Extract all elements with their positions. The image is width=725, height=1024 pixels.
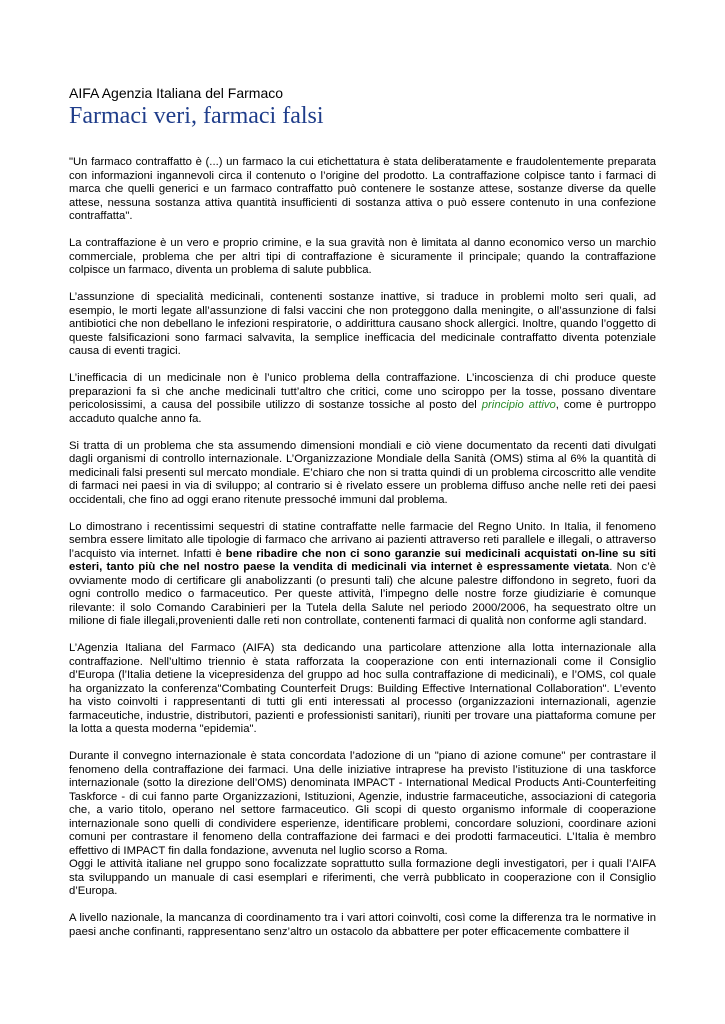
paragraph-text: L’inefficacia di un medicinale non è l’unico problema della contraffazione. L’incoscienza di chi produce queste preparazioni fa sì che anche medicinali tutt’altro che critici, come uno sciroppo per la tosse, possano diventare pericolosissimi, a causa del possibile utilizzo di sostanze tossiche al posto del [69,372,656,411]
paragraph-seizures [69,521,656,629]
paragraph-text: , come è purtroppo accaduto qualche anno fa. [69,399,656,425]
paragraph-text: . Non c’è ovviamente modo di certificare gli anabolizzanti (o presunti tali) che alcune palestre diffondono in segreto, fuori da ogni controllo medico o farmaceutico. Per queste attività, l’impegno delle nostre forze giudiziarie è comunque rilevante: il solo Comando Carabinieri per la Tutela della Salute nel periodo 2000/2006, ha sequestrato oltre un milione di fiale illegali,provenienti dalle reti non controllate, contenenti farmaci di qualità non conforme agli standard. [69,561,656,627]
paragraph-toxic-substances [69,372,656,426]
paragraph-text: Lo dimostrano i recentissimi sequestri di statine contraffatte nelle farmacie del Regno Unito. In Italia, il fenomeno sembra essere limitato alle tipologie di farmaco che arrivano ai pazienti attraverso reti parallele e illegali, o attraverso l’acquisto via internet. Infatti è [69,520,656,560]
paragraph-global-problem: Si tratta di un problema che sta assumendo dimensioni mondiali e ciò viene documentato da recenti dati divulgati dagli organismi di controllo internazionale. L’Organizzazione Mondiale della Sanità (OMS) stima al 6% la quantità di medicinali falsi presenti sul mercato mondiale. E’chiaro che non si tratta quindi di un problema circoscritto alle vendite di farmaci nei paesi in via di sviluppo; al contrario si è rivelato essere un problema diffuso anche nelle reti dei paesi occidentali, che fino ad oggi erano ritenute pressoché immuni dal problema. [69,439,656,506]
principio-attivo-link[interactable]: principio attivo [481,399,556,411]
paragraph-crime: La contraffazione è un vero e proprio crimine, e la sua gravità non è limitata al danno economico verso un marchio commerciale, problema che per altri tipi di contraffazione è sicuramente il principale; quando la contraffazione colpisce un farmaco, diventa un problema di salute pubblica. [69,237,656,276]
paragraph-aifa-cooperation: L’Agenzia Italiana del Farmaco (AIFA) sta dedicando una particolare attenzione alla lotta internazionale alla contraffazione. Nell’ultimo triennio è stata rafforzata la cooperazione con enti internazionali come il Consiglio d’Europa (l’Italia detiene la vicepresidenza del gruppo ad hoc sulla contraffazione di medicinali), e l’OMS, col quale ha organizzato la conferenza"Combating Counterfeit Drugs: Building Effective International Collaboration". L’evento ha visto coinvolti i rappresentanti di tutti gli enti interessati al processo (organizzazioni internazionali, agenzie farmaceutiche, industrie, distributori, pazienti e professionisti sanitari), riuniti per trovare una piattaforma comune per la lotta a questa moderna "epidemia". [69,642,656,735]
document-header [69,84,669,130]
document-body [69,156,656,953]
paragraph-training: Oggi le attività italiane nel gruppo sono focalizzate soprattutto sulla formazione degli investigatori, per i quali l’AIFA sta sviluppando un manuale di casi esemplari e riferimenti, che verrà pubblicato in cooperazione con il Consiglio d’Europa. [69,858,656,897]
bold-warning: bene ribadire che non ci sono garanzie sui medicinali acquistati on-line su siti esteri, tanto più che nel nostro paese la vendita di medicinali via internet è espressamente vietata [69,547,656,573]
organization-name: AIFA Agenzia Italiana del Farmaco [69,85,284,101]
paragraph-definition: "Un farmaco contraffatto è (...) un farmaco la cui etichettatura è stata deliberatamente e fraudolentemente preparata con informazioni ingannevoli circa il contenuto o l’origine del prodotto. La contraffazione colpisce tanto i farmaci di marca che quelli generici e un farmaco contraffatto può contenere le sostanze attese, sostanze diverse da quelle attese, nessuna sostanza attiva quantità insufficienti di sostanza attiva o può essere contenuto in una confezione contraffatta". [69,156,656,222]
paragraph-national-level: A livello nazionale, la mancanza di coordinamento tra i vari attori coinvolti, così come la differenza tra le normative in paesi anche confinanti, rappresentano senz’altro un ostacolo da abbattere per poter efficacemente combattere il [69,912,656,938]
paragraph-health-risks: L’assunzione di specialità medicinali, contenenti sostanze inattive, si traduce in problemi molto seri quali, ad esempio, le morti legate all’assunzione di falsi vaccini che non proteggono dalla meningite, o all’assunzione di falsi antibiotici che non debellano le infezioni respiratorie, o addirittura causano shock allergici. Inoltre, quando l’oggetto di queste falsificazioni sono farmaci salvavita, la semplice inefficacia del medicinale contraffatto diventa potenziale causa di eventi tragici. [69,291,656,357]
page-title: Farmaci veri, farmaci falsi [69,103,324,129]
paragraph-impact-taskforce: Durante il convegno internazionale è stata concordata l’adozione di un "piano di azione comune" per contrastare il fenomeno della contraffazione dei farmaci. Una delle iniziative intraprese ha previsto l’istituzione di una taskforce internazionale (sotto la direzione dell’OMS) denominata IMPACT - International Medical Products Anti-Counterfeiting Taskforce - di cui fanno parte Organizzazioni, Istituzioni, Agenzie, industrie farmaceutiche, associazioni di categoria che, a vario titolo, operano nel settore farmaceutico. Gli scopi di questo organismo informale di cooperazione internazionale sono quelli di condividere esperienze, identificare problemi, concordare soluzioni, coordinare azioni comuni per contrastare il fenomeno della contraffazione dei farmaci e dei prodotti farmaceutici. L’Italia è membro effettivo di IMPACT fin dalla fondazione, avvenuta nel luglio scorso a Roma. [69,750,656,857]
